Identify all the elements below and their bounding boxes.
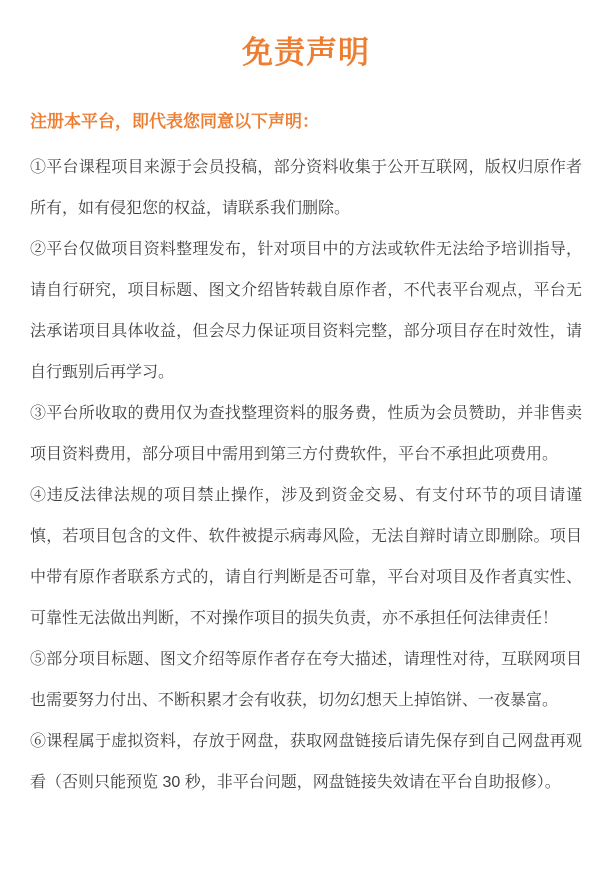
disclaimer-paragraph-3: ③平台所收取的费用仅为查找整理资料的服务费，性质为会员赞助，并非售卖项目资料费用，部分项目中需用到第三方付费软件，平台不承担此项费用。 xyxy=(30,405,582,464)
disclaimer-paragraph-1: ①平台课程项目来源于会员投稿，部分资料收集于公开互联网，版权归原作者所有，如有侵犯您的权益，请联系我们删除。 xyxy=(30,159,582,218)
disclaimer-paragraph-5: ⑤部分项目标题、图文介绍等原作者存在夸大描述，请理性对待，互联网项目也需要努力付出、不断积累才会有收获，切勿幻想天上掉馅饼、一夜暴富。 xyxy=(30,651,582,710)
intro-statement: 注册本平台，即代表您同意以下声明： xyxy=(30,112,319,132)
page-title: 免责声明 xyxy=(242,35,370,70)
disclaimer-document-page xyxy=(0,34,613,874)
disclaimer-paragraph-2: ②平台仅做项目资料整理发布，针对项目中的方法或软件无法给予培训指导，请自行研究，项目标题、图文介绍皆转载自原作者，不代表平台观点，平台无法承诺项目具体收益，但会尽力保证项目资料完整，部分项目存在时效性，请自行甄别后再学习。 xyxy=(30,241,582,382)
disclaimer-paragraph-4: ④违反法律法规的项目禁止操作，涉及到资金交易、有支付环节的项目请谨慎，若项目包含的文件、软件被提示病毒风险，无法自辩时请立即删除。项目中带有原作者联系方式的，请自行判断是否可靠，平台对项目及作者真实性、可靠性无法做出判断，不对操作项目的损失负责，亦不承担任何法律责任！ xyxy=(30,487,582,628)
disclaimer-body xyxy=(30,147,582,803)
disclaimer-paragraph-6: ⑥课程属于虚拟资料，存放于网盘，获取网盘链接后请先保存到自己网盘再观看（否则只能预览 30 秒，非平台问题，网盘链接失效请在平台自助报修）。 xyxy=(30,733,582,792)
